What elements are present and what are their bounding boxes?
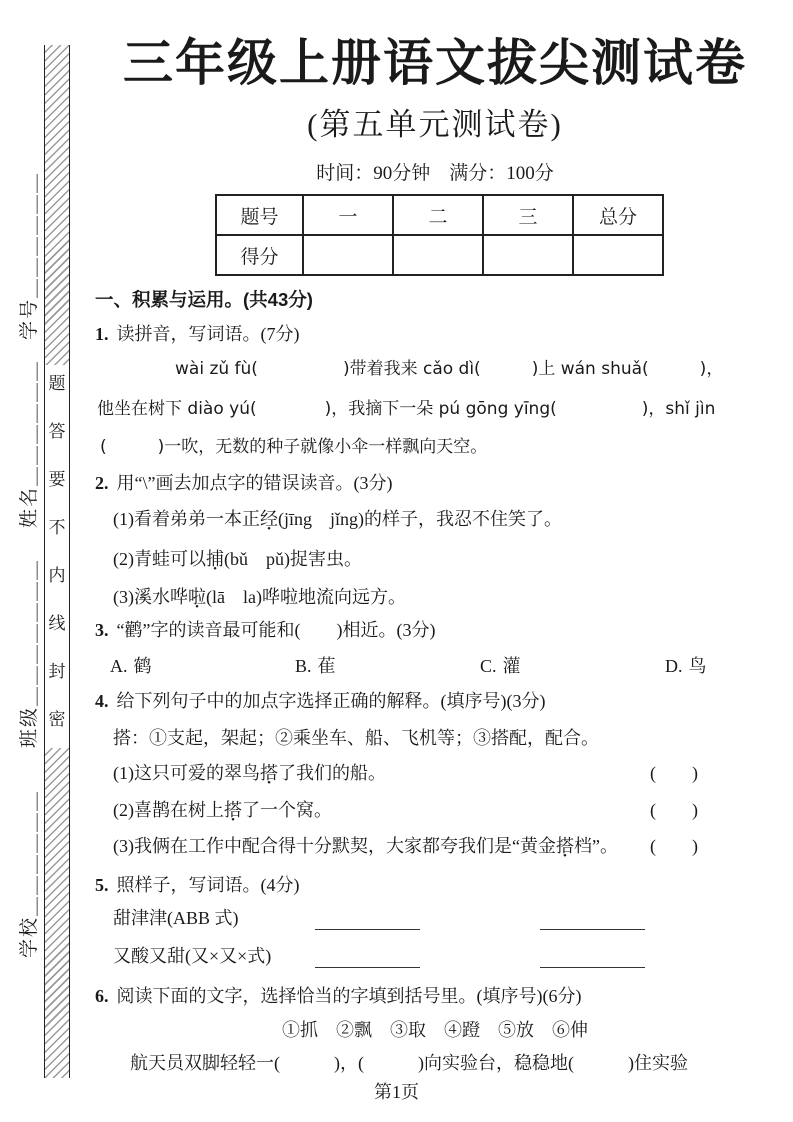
score-cell-empty: [303, 235, 393, 275]
q1-pinyin-line-3: ( )一吹，无数的种子就像小伞一样飘向天空。: [100, 437, 488, 457]
question-3-title: [95, 620, 435, 642]
score-cell-empty: [573, 235, 663, 275]
q4-item-1-answer-bracket: ( ): [650, 763, 698, 783]
question-6-text: 阅读下面的文字，选择恰当的字填到括号里。(填序号)(6分): [116, 986, 582, 1006]
side-field-school: 学校＿＿＿＿＿＿: [19, 789, 40, 958]
question-1-title: [95, 324, 300, 346]
hatch-pattern-bottom: [45, 748, 69, 1078]
question-6-number: 6.: [95, 986, 109, 1006]
q4-definition: 搭：①支起，架起；②乘坐车、船、飞机等；③搭配，配合。: [113, 728, 599, 748]
q3-option-c-key: C.: [480, 656, 497, 676]
question-4-number: 4.: [95, 691, 109, 711]
score-table-score-row: [216, 235, 663, 275]
question-1-text: 读拼音，写词语。(7分): [116, 324, 300, 344]
score-table-header-row: [216, 195, 663, 235]
question-2-text: 用“\”画去加点字的错误读音。(3分): [116, 473, 393, 493]
q3-option-a-key: A.: [110, 656, 128, 676]
seal-char: 答: [48, 422, 66, 441]
score-table-header-cell: 一: [303, 195, 393, 235]
q4-item-2-pre: (2)喜鹊在树上: [113, 800, 224, 820]
q2-item-2-post: (bǔ pǔ)捉害虫。: [224, 549, 362, 569]
q3-option-d: [665, 656, 707, 678]
hatch-pattern-top: [45, 45, 69, 365]
q2-item-3-pre: (3)溪水哗: [113, 587, 188, 607]
q2-item-3-dotted-char: 啦: [188, 587, 206, 607]
q3-option-b-key: B.: [295, 656, 312, 676]
q5-row-1-blank-2: [540, 928, 645, 930]
seal-char: 线: [48, 614, 66, 633]
q2-item-2-pre: (2)青蛙可以: [113, 549, 206, 569]
q3-option-d-key: D.: [665, 656, 683, 676]
question-6-title: [95, 986, 581, 1008]
q1-pinyin-line-1: wài zǔ fù( )带着我来 cǎo dì( )上 wán shuǎ( )，: [175, 359, 724, 379]
score-table-header-cell: 二: [393, 195, 483, 235]
question-1-number: 1.: [95, 324, 109, 344]
q4-item-3-pre: (3)我俩在工作中配合得十分默契，大家都夸我们是“黄金: [113, 836, 556, 856]
exam-info: 时间：90分钟 满分：100分: [316, 163, 554, 184]
q3-option-b: [295, 656, 336, 678]
q5-row-2-blank-2: [540, 966, 645, 968]
q6-choices: ①抓 ②飘 ③取 ④蹬 ⑤放 ⑥伸: [282, 1020, 588, 1040]
q2-item-2-dotted-char: 捕: [206, 549, 224, 569]
q2-item-1: [113, 509, 562, 531]
question-5-number: 5.: [95, 875, 109, 895]
seal-char: 题: [48, 374, 66, 393]
q4-item-1: [113, 763, 386, 785]
q6-sentence: 航天员双脚轻轻一( )，( )向实验台，稳稳地( )住实验: [130, 1053, 688, 1073]
q3-option-a-text: 鹤: [133, 656, 152, 676]
seal-char: 不: [48, 518, 66, 537]
seal-char: 封: [48, 662, 66, 681]
question-4-text: 给下列句子中的加点字选择正确的解释。(填序号)(3分): [116, 691, 546, 711]
score-cell-empty: [393, 235, 483, 275]
score-table-header-cell: 题号: [216, 195, 303, 235]
q5-row-2-blank-1: [315, 966, 420, 968]
score-table-header-cell: 总分: [573, 195, 663, 235]
q3-option-b-text: 萑: [317, 656, 336, 676]
q4-item-3: [113, 836, 618, 858]
side-field-student-id: 学号＿＿＿＿＿＿: [19, 171, 40, 340]
question-5-text: 照样子，写词语。(4分): [116, 875, 300, 895]
q4-item-3-post: 档”。: [573, 836, 618, 856]
q4-item-3-answer-bracket: ( ): [650, 836, 698, 856]
q3-option-a: [110, 656, 152, 678]
page-subtitle: (第五单元测试卷): [307, 107, 563, 142]
question-3-text: “鹳”字的读音最可能和( )相近。(3分): [116, 620, 436, 640]
seal-char: 内: [48, 566, 66, 585]
question-2-number: 2.: [95, 473, 109, 493]
q3-option-d-text: 鸟: [688, 656, 707, 676]
q1-pinyin-line-2: 他坐在树下 diào yú( )，我摘下一朵 pú gōng yīng( )，shǐ jìn: [97, 399, 716, 419]
q4-item-2: [113, 800, 332, 822]
q2-item-2: [113, 549, 362, 571]
score-table-header-cell: 三: [483, 195, 573, 235]
q5-row-1-blank-1: [315, 928, 420, 930]
q2-item-1-post: (jīng jǐng)的样子，我忍不住笑了。: [278, 509, 562, 529]
q4-item-1-dotted-char: 搭: [260, 763, 278, 783]
score-table: [215, 194, 664, 276]
q5-row-2-example: 又酸又甜(又×又×式): [113, 946, 272, 966]
question-3-number: 3.: [95, 620, 109, 640]
question-5-title: [95, 875, 300, 897]
side-field-name: 姓名＿＿＿＿＿＿: [19, 359, 40, 528]
q4-item-1-pre: (1)这只可爱的翠鸟: [113, 763, 260, 783]
page-title: 三年级上册语文拔尖测试卷: [123, 35, 747, 91]
seal-char: 要: [48, 470, 66, 489]
q4-item-1-post: 了我们的船。: [278, 763, 386, 783]
q2-item-1-dotted-char: 经: [260, 509, 278, 529]
side-field-class: 班级＿＿＿＿＿＿＿: [19, 558, 40, 748]
seal-char: 密: [48, 710, 66, 729]
seal-line-strip: [44, 45, 70, 1078]
q4-item-2-post: 了一个窝。: [242, 800, 332, 820]
q2-item-3: [113, 587, 406, 609]
score-row-label: 得分: [216, 235, 303, 275]
q5-row-1-example: 甜津津(ABB 式): [113, 908, 239, 928]
q4-item-2-dotted-char: 搭: [224, 800, 242, 820]
q3-option-c: [480, 656, 521, 678]
question-2-title: [95, 473, 392, 495]
q2-item-1-pre: (1)看着弟弟一本正: [113, 509, 260, 529]
q2-item-3-post: (lā la)哗啦地流向远方。: [206, 587, 406, 607]
section-heading: 一、积累与运用。(共43分): [95, 289, 313, 310]
page-footer: 第1页: [374, 1082, 419, 1102]
q3-option-c-text: 灌: [502, 656, 521, 676]
q4-item-2-answer-bracket: ( ): [650, 800, 698, 820]
score-cell-empty: [483, 235, 573, 275]
q4-item-3-dotted-char: 搭: [555, 836, 574, 856]
question-4-title: [95, 691, 545, 713]
